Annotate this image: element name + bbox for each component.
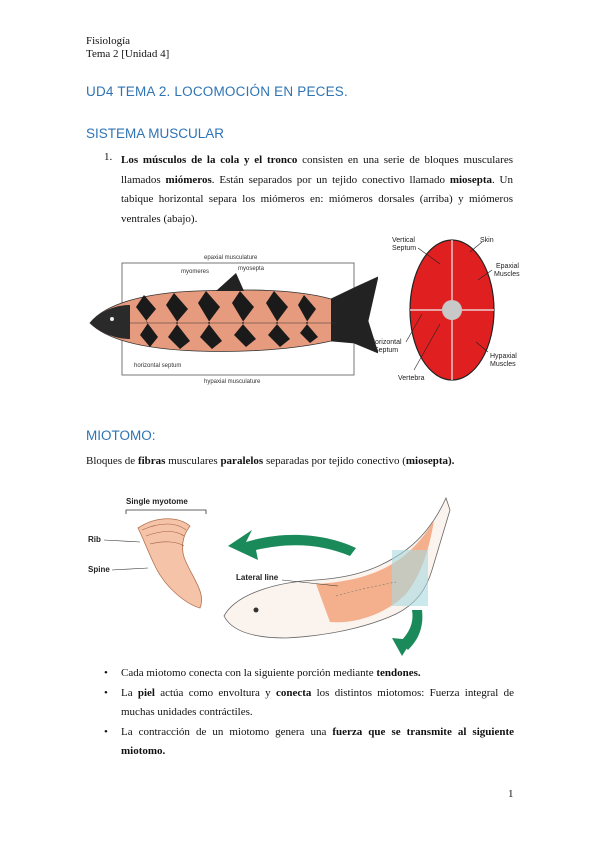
label-vertical-septum-1: Vertical <box>392 237 415 244</box>
dorsal-fin <box>216 273 244 291</box>
miotomo-definition <box>86 455 454 467</box>
label-horizontal-septum: horizontal septum <box>134 363 182 369</box>
section-box <box>392 550 428 606</box>
text-run: Cada miotomo conecta con la siguiente porción mediante <box>121 667 377 679</box>
single-myotome-shape <box>138 519 202 608</box>
text-run: Bloques de <box>86 455 138 467</box>
text-run: . Un tabique horizontal separa los miómeros en: miómeros dorsales (arriba) y miómeros ventrales (abajo). <box>121 173 513 225</box>
bold-text: conecta <box>275 686 312 699</box>
header-subject: Fisiología <box>86 35 131 47</box>
bold-text: fibras <box>137 455 166 467</box>
bullet-list <box>104 664 514 762</box>
text-run: musculares <box>165 455 221 467</box>
text-run: los distintos miotomos: Fuerza integral de muchas unidades contráctiles. <box>121 686 514 718</box>
label-rib: Rib <box>88 535 101 544</box>
text-run: La <box>121 686 138 699</box>
label-hypaxial: hypaxial musculature <box>204 379 261 385</box>
bold-text: miosepta <box>449 173 492 186</box>
label-vertebra: Vertebra <box>398 375 425 382</box>
curve-arrow-down <box>392 610 422 656</box>
fish-eye <box>254 608 259 613</box>
fish-cross-section-figure <box>370 234 530 386</box>
page-header <box>86 35 169 61</box>
list-number: 1. <box>104 151 113 163</box>
bold-text: paralelos <box>220 455 264 467</box>
label-epaxial-2: Muscles <box>494 271 520 278</box>
bullet-item: • La contracción de un miotomo genera una fuerza que se transmite al siguiente miotomo. <box>104 725 514 757</box>
fish-eye <box>110 317 114 321</box>
bold-text: fuerza que se transmite al siguiente miotomo. <box>121 725 514 757</box>
text-run: separadas por tejido conectivo ( <box>263 455 406 467</box>
header-unit: Tema 2 [Unidad 4] <box>86 48 170 60</box>
bold-text: miosepta). <box>405 455 455 467</box>
bullet-item: • La piel actúa como envoltura y conecta los distintos miotomos: Fuerza integral de muchas unidades contráctiles. <box>104 686 514 718</box>
bold-text: miómeros <box>165 173 212 186</box>
fish-musculature-figure <box>86 245 378 385</box>
myotome-bracket <box>126 510 206 514</box>
label-epaxial: epaxial musculature <box>204 255 258 261</box>
label-skin: Skin <box>480 237 494 244</box>
label-hypaxial-2: Muscles <box>490 361 516 368</box>
text-run: actúa como envoltura y <box>154 686 276 699</box>
text-run: consisten en una serie de bloques musculares llamados <box>121 154 513 186</box>
label-horizontal-septum-2: Septum <box>374 347 399 354</box>
text-run: . Están separados por un tejido conectivo llamado <box>211 173 450 186</box>
label-hypaxial-1: Hypaxial <box>490 353 517 360</box>
label-myosepta: myosepta <box>238 266 265 272</box>
bullet-item: • Cada miotomo conecta con la siguiente porción mediante tendones. <box>104 667 421 679</box>
curve-arrow-left <box>228 530 356 560</box>
label-lateral-line: Lateral line <box>236 573 279 582</box>
bold-text: tendones. <box>376 667 421 679</box>
document-title: UD4 TEMA 2. LOCOMOCIÓN EN PECES. <box>86 84 348 99</box>
label-myomeres: myomeres <box>181 269 210 275</box>
text-run: La contracción de un miotomo genera una <box>121 725 333 738</box>
label-spine: Spine <box>88 565 110 574</box>
bold-text: piel <box>137 686 155 699</box>
page-number: 1 <box>508 788 514 800</box>
section-heading-muscular: SISTEMA MUSCULAR <box>86 126 225 141</box>
muscle-paragraph <box>121 151 513 229</box>
section-heading-miotomo: MIOTOMO: <box>86 428 156 443</box>
fish-head <box>90 305 130 339</box>
bold-text: Los músculos de la cola y el tronco <box>121 154 298 166</box>
label-single-myotome: Single myotome <box>126 497 188 506</box>
label-horizontal-septum-1: Horizontal <box>370 339 402 346</box>
label-epaxial-1: Epaxial <box>496 263 519 270</box>
vertebra-circle <box>442 300 462 320</box>
myotome-figure <box>86 490 466 660</box>
label-vertical-septum-2: Septum <box>392 245 417 252</box>
